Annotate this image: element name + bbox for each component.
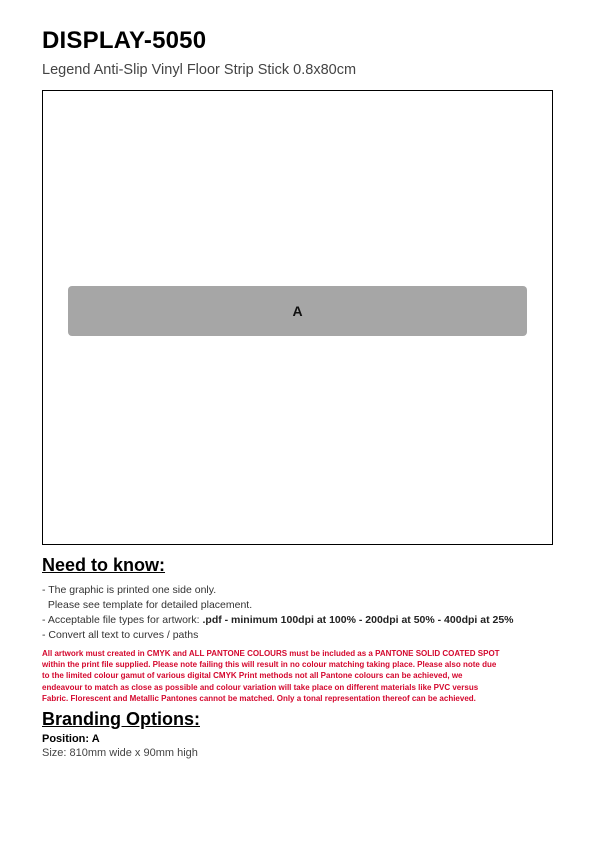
need-to-know-heading: Need to know:	[42, 555, 166, 575]
need-to-know-item: - The graphic is printed one side only.	[42, 584, 217, 596]
need-to-know-item: - Convert all text to curves / paths	[42, 629, 199, 641]
branding-area-a	[68, 286, 527, 336]
branding-options-heading: Branding Options:	[42, 709, 200, 729]
artwork-template-frame	[42, 90, 553, 545]
need-to-know-list	[42, 583, 514, 643]
need-to-know-item	[42, 613, 514, 628]
warning-line: endeavour to match as close as possible and colour variation will take place on different materials like PVC versus	[42, 682, 479, 692]
file-types-value: .pdf - minimum 100dpi at 100% - 200dpi at 50% - 400dpi at 25%	[202, 614, 514, 626]
warning-line: within the print file supplied. Please note failing this will result in no colour matching taking place. Please also note due	[42, 660, 497, 670]
position-label: Position: A	[42, 733, 100, 745]
position-size: Size: 810mm wide x 90mm high	[42, 747, 198, 759]
need-to-know-item-text: Please see template for detailed placement.	[47, 599, 253, 611]
product-code: DISPLAY-5050	[42, 27, 207, 54]
branding-area-label: A	[292, 303, 303, 319]
need-to-know-item	[42, 598, 514, 613]
warning-line: All artwork must created in CMYK and ALL PANTONE COLOURS must be included as a PANTONE SOLID COATED SPOT	[42, 649, 500, 658]
colour-warning-note	[42, 648, 554, 704]
product-name: Legend Anti-Slip Vinyl Floor Strip Stick 0.8x80cm	[42, 62, 357, 78]
warning-line: Fabric. Florescent and Metallic Pantones cannot be matched. Only a tonal representation thereof can be achieved.	[42, 693, 476, 703]
warning-line: to the limited colour gamut of various digital CMYK Print methods not all Pantone colours can be achieved, we	[42, 671, 463, 681]
file-types-label: - Acceptable file types for artwork:	[42, 614, 203, 626]
